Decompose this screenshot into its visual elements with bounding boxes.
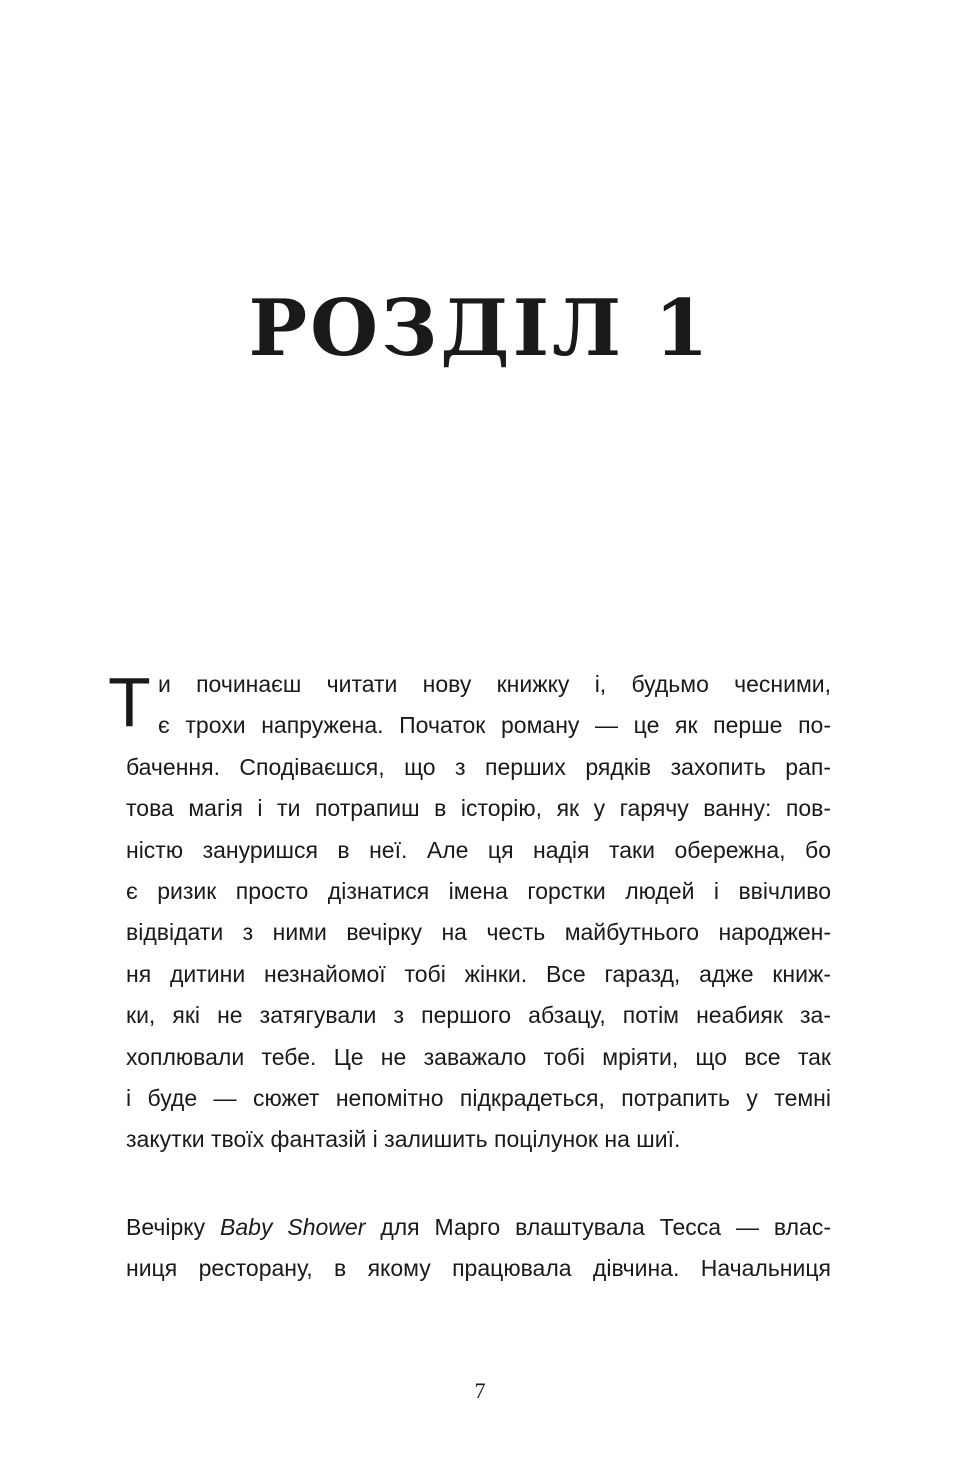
paragraph-1 [108, 663, 831, 1161]
chapter-title: РОЗДІЛ 1 [248, 283, 712, 374]
paragraph-1-line-10: хоплювали тебе. Це не заважало тобі мріяти, що все так [126, 1043, 831, 1070]
drop-cap: Т [108, 663, 151, 741]
paragraph-1-line-9: ки, які не затягували з першого абзацу, потім неабияк за- [126, 1002, 831, 1029]
page-number: 7 [474, 1378, 486, 1403]
paragraph-1-line-6: є ризик просто дізнатися імена горстки людей і ввічливо [126, 877, 831, 904]
paragraph-1-line-4: това магія і ти потрапиш в історію, як у гарячу ванну: пов- [126, 795, 831, 822]
line-text: Вечірку [126, 1214, 221, 1240]
paragraph-2 [126, 1207, 831, 1290]
paragraph-1-line-7: відвідати з ними вечірку на честь майбутнього народжен- [126, 919, 831, 946]
paragraph-2-line-1 [126, 1207, 831, 1248]
paragraph-2-line-2: ниця ресторану, в якому працювала дівчина. Начальниця [126, 1255, 831, 1282]
paragraph-1-line-8: ня дитини незнайомої тобі жінки. Все гаразд, адже книж- [126, 960, 831, 987]
paragraph-1-line-5: ністю зануришся в неї. Але ця надія таки обережна, бо [126, 836, 831, 863]
paragraph-1-line-12: закутки твоїх фантазій і залишить поцілунок на шиї. [126, 1126, 681, 1153]
paragraph-1-line-2: є трохи напружена. Початок роману — це як перше по- [158, 712, 831, 739]
paragraph-1-line-11: і буде — сюжет непомітно підкрадеться, потрапить у темні [126, 1084, 831, 1111]
line-text: для Марго влаштувала Тесса — влас- [365, 1214, 831, 1240]
line-text: и починаєш читати нову книжку і, будьмо чесними, [158, 671, 831, 697]
italic-phrase: Baby Shower [220, 1214, 366, 1240]
paragraph-1-line-3: бачення. Сподіваєшся, що з перших рядків захопить рап- [126, 753, 831, 780]
